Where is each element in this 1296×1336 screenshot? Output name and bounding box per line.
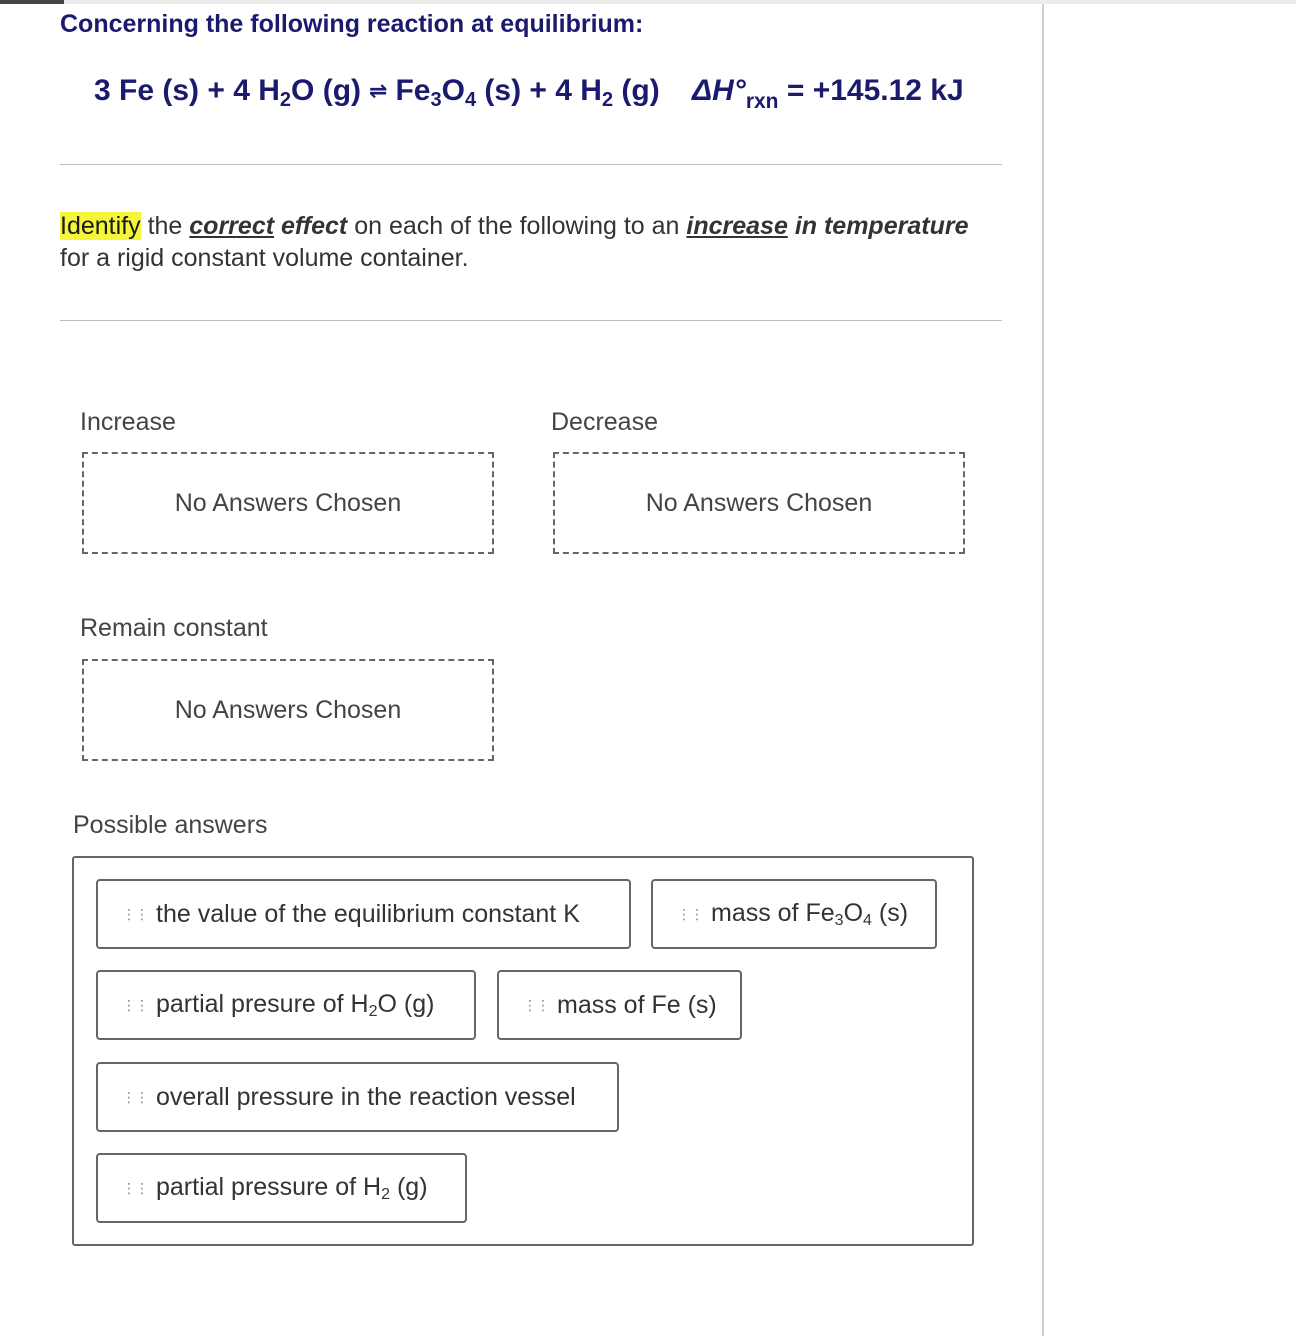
answer-part: O (g) (377, 989, 435, 1018)
answer-sub: 4 (863, 911, 872, 929)
eq-sub: 2 (279, 89, 292, 111)
instruction-text (60, 210, 1000, 274)
zone-label-remain-constant: Remain constant (80, 614, 268, 642)
drop-zone-increase[interactable] (82, 452, 494, 554)
answer-text (156, 1173, 428, 1204)
eq-sub: 2 (601, 89, 614, 111)
instruction-highlight: Identify (60, 212, 141, 240)
possible-answers-label: Possible answers (73, 811, 268, 839)
instruction-emphasis: effect (281, 212, 348, 240)
answer-part: mass of Fe (711, 898, 835, 927)
answer-text: mass of Fe (s) (557, 990, 717, 1019)
drag-handle-icon[interactable]: ⋮⋮ (122, 905, 148, 922)
divider (60, 320, 1002, 321)
instruction-emphasis: in temperature (794, 212, 969, 240)
eq-sub: 4 (464, 89, 477, 111)
instruction-word: on each of the following to an (354, 212, 680, 240)
drag-handle-icon[interactable]: ⋮⋮ (677, 905, 703, 922)
answer-part: (s) (871, 898, 909, 927)
answer-text (156, 990, 434, 1021)
answer-chip-partial-pressure-h2[interactable] (96, 1153, 467, 1223)
drop-zone-placeholder: No Answers Chosen (174, 488, 402, 517)
zone-label-increase: Increase (80, 408, 176, 436)
top-rule-accent (0, 0, 64, 4)
eq-part: (g) (621, 74, 660, 107)
eq-part: (s) + 4 H (484, 74, 602, 107)
answer-text: overall pressure in the reaction vessel (156, 1082, 576, 1111)
eq-part: 3 Fe (s) + 4 H (94, 74, 280, 107)
drag-handle-icon[interactable]: ⋮⋮ (122, 1179, 148, 1196)
drop-zone-placeholder: No Answers Chosen (645, 488, 873, 517)
divider (60, 164, 1002, 165)
answer-part: partial pressure of H (156, 1172, 382, 1201)
eq-part: Fe (395, 74, 431, 107)
answer-chip-mass-fe[interactable] (497, 970, 742, 1040)
drop-zone-placeholder: No Answers Chosen (174, 695, 402, 724)
drag-handle-icon[interactable]: ⋮⋮ (122, 1088, 148, 1105)
instruction-emphasis: correct (189, 212, 275, 240)
instruction-word: the (147, 212, 183, 240)
equilibrium-arrow-icon: ⇌ (369, 78, 388, 103)
answer-sub: 2 (368, 1002, 378, 1020)
eq-part: O (g) (291, 74, 362, 107)
question-heading: Concerning the following reaction at equilibrium: (60, 10, 644, 38)
answer-part: (g) (390, 1172, 428, 1201)
enthalpy-value (692, 74, 964, 114)
top-rule (0, 0, 1296, 4)
drag-handle-icon[interactable]: ⋮⋮ (122, 996, 148, 1013)
enthalpy-number: = +145.12 kJ (786, 74, 964, 107)
answer-chip-equilibrium-constant[interactable] (96, 879, 631, 949)
instruction-word: for a rigid constant volume container. (60, 244, 469, 272)
answer-chip-mass-fe3o4[interactable] (651, 879, 937, 949)
answer-sub: 3 (834, 911, 844, 929)
enthalpy-symbol: ΔH° (692, 74, 746, 107)
eq-part: O (441, 74, 465, 107)
zone-label-decrease: Decrease (551, 408, 658, 436)
reaction-equation (94, 74, 660, 112)
answer-chip-overall-pressure[interactable] (96, 1062, 619, 1132)
answer-sub: 2 (381, 1185, 391, 1203)
panel-divider (1042, 4, 1044, 1336)
answer-part: partial presure of H (156, 989, 369, 1018)
drag-handle-icon[interactable]: ⋮⋮ (523, 996, 549, 1013)
answer-text (711, 899, 908, 930)
drop-zone-remain-constant[interactable] (82, 659, 494, 761)
drop-zone-decrease[interactable] (553, 452, 965, 554)
instruction-emphasis: increase (686, 212, 788, 240)
answer-text: the value of the equilibrium constant K (156, 899, 580, 928)
enthalpy-subscript: rxn (745, 90, 779, 113)
answer-chip-partial-pressure-h2o[interactable] (96, 970, 476, 1040)
answer-part: O (843, 898, 864, 927)
eq-sub: 3 (430, 89, 442, 111)
